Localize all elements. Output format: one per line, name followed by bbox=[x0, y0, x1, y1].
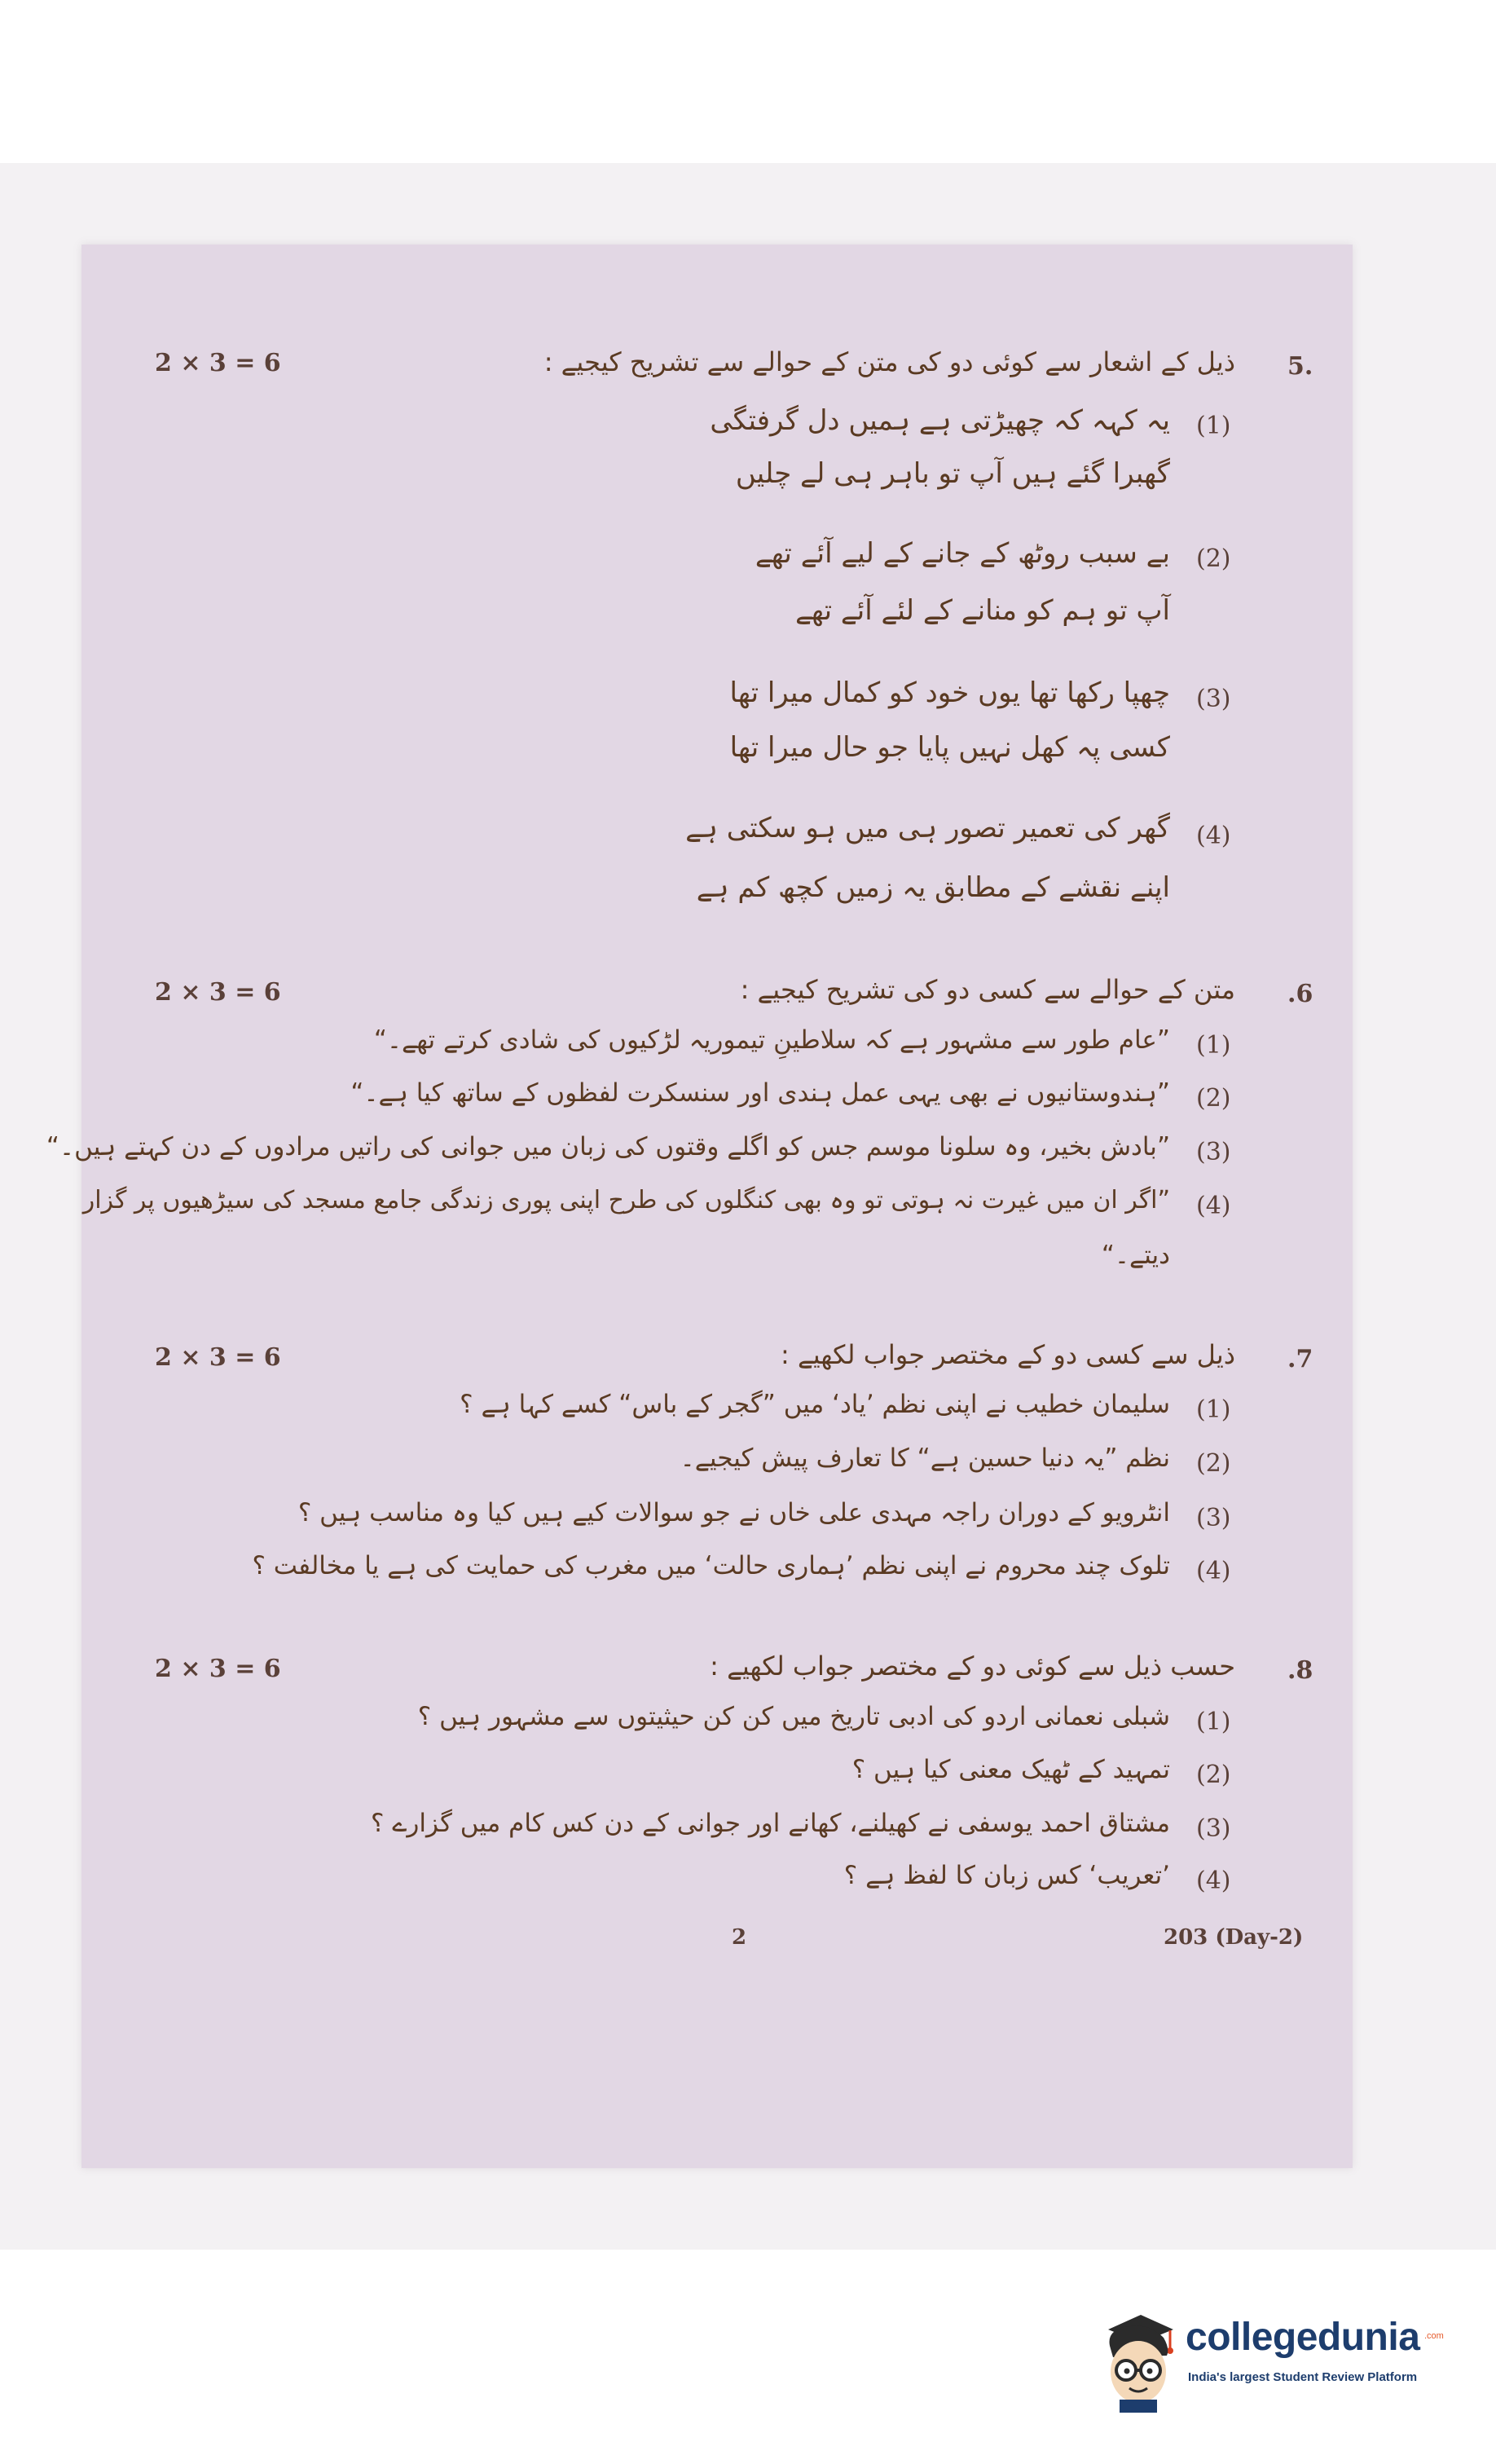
q8-item-2-number: (2) bbox=[1196, 1761, 1231, 1789]
q6-item-1-number: (1) bbox=[1196, 1031, 1231, 1060]
q8-item-1-number: (1) bbox=[1196, 1708, 1231, 1736]
q8-item-4-text: ’تعریب‘ کس زبان کا لفظ ہے ؟ bbox=[843, 1861, 1170, 1890]
q7-item-2-text: نظم ”یہ دنیا حسین ہے“ کا تعارف پیش کیجیے۔ bbox=[680, 1444, 1170, 1473]
q8-marks: 2 × 3 = 6 bbox=[155, 1655, 281, 1683]
q5-item-3-number: (3) bbox=[1196, 685, 1231, 713]
q8-item-1-text: شبلی نعمانی اردو کی ادبی تاریخ میں کن کن حیثیتوں سے مشہور ہیں ؟ bbox=[417, 1702, 1170, 1731]
q5-item-4-line-2: اپنے نقشے کے مطابق یہ زمیں کچھ کم ہے bbox=[696, 871, 1170, 904]
q7-item-1-text: سلیمان خطیب نے اپنی نظم ’یاد‘ میں ”گجر کے باس“ کسے کہا ہے ؟ bbox=[460, 1390, 1170, 1419]
q8-heading: حسب ذیل سے کوئی دو کے مختصر جواب لکھیے : bbox=[710, 1651, 1235, 1682]
student-mascot-icon bbox=[1092, 2307, 1181, 2413]
q6-item-4-continuation: دیتے۔“ bbox=[1101, 1241, 1170, 1270]
q6-item-3-text: ”بادش بخیر، وہ سلونا موسم جس کو اگلے وقتوں کی زبان میں جوانی کی راتیں مرادوں کے دن کہتے ہیں۔“ bbox=[46, 1132, 1170, 1161]
q6-number: .6 bbox=[1287, 980, 1313, 1008]
q7-item-1-number: (1) bbox=[1196, 1395, 1231, 1424]
q5-item-4-number: (4) bbox=[1196, 822, 1231, 850]
paper-code: 203 (Day-2) bbox=[1164, 1925, 1304, 1950]
q7-item-2-number: (2) bbox=[1196, 1449, 1231, 1478]
q5-heading: ذیل کے اشعار سے کوئی دو کی متن کے حوالے سے تشریح کیجیے : bbox=[543, 346, 1235, 377]
q5-marks: 2 × 3 = 6 bbox=[155, 349, 281, 377]
q7-item-3-number: (3) bbox=[1196, 1504, 1231, 1532]
q6-item-3-number: (3) bbox=[1196, 1138, 1231, 1166]
q5-item-3-line-1: چھپا رکھا تھا یوں خود کو کمال میرا تھا bbox=[729, 677, 1170, 709]
q6-item-4-text: ”اگر ان میں غیرت نہ ہوتی تو وہ بھی کنگلوں کی طرح اپنی پوری زندگی جامع مسجد کی سیڑھیوں پر گزار bbox=[82, 1186, 1170, 1214]
q5-item-1-number: (1) bbox=[1196, 412, 1231, 440]
collegedunia-logo[interactable] bbox=[1092, 2307, 1442, 2413]
q5-item-3-line-2: کسی پہ کھل نہیں پایا جو حال میرا تھا bbox=[729, 731, 1170, 764]
page-number: 2 bbox=[732, 1925, 747, 1950]
q6-item-2-text: ”ہندوستانیوں نے بھی یہی عمل ہندی اور سنسکرت لفظوں کے ساتھ کیا ہے۔“ bbox=[350, 1078, 1170, 1108]
q5-number: 5. bbox=[1287, 352, 1313, 381]
logo-tagline: India's largest Student Review Platform bbox=[1188, 2370, 1418, 2384]
q8-item-3-number: (3) bbox=[1196, 1814, 1231, 1843]
q5-item-2-line-1: بے سبب روٹھ کے جانے کے لیے آئے تھے bbox=[755, 537, 1170, 570]
q6-item-2-number: (2) bbox=[1196, 1084, 1231, 1113]
q7-item-4-text: تلوک چند محروم نے اپنی نظم ’ہماری حالت‘ میں مغرب کی حمایت کی ہے یا مخالفت ؟ bbox=[252, 1551, 1170, 1580]
q7-heading: ذیل سے کسی دو کے مختصر جواب لکھیے : bbox=[780, 1339, 1235, 1370]
q8-item-4-number: (4) bbox=[1196, 1867, 1231, 1895]
q8-item-3-text: مشتاق احمد یوسفی نے کھیلنے، کھانے اور جوانی کے دن کس کام میں گزارے ؟ bbox=[370, 1809, 1170, 1838]
q7-number: .7 bbox=[1287, 1345, 1313, 1373]
q8-item-2-text: تمہید کے ٹھیک معنی کیا ہیں ؟ bbox=[851, 1755, 1170, 1784]
q7-item-4-number: (4) bbox=[1196, 1557, 1231, 1585]
q8-number: .8 bbox=[1287, 1656, 1313, 1685]
q5-item-2-number: (2) bbox=[1196, 544, 1231, 573]
q7-item-3-text: انٹرویو کے دوران راجہ مہدی علی خاں نے جو سوالات کیے ہیں کیا وہ مناسب ہیں ؟ bbox=[297, 1498, 1170, 1527]
logo-wordmark: collegedunia bbox=[1186, 2316, 1420, 2359]
q5-item-1-line-1: یہ کہہ کہ چھیڑتی ہے ہمیں دل گرفتگی bbox=[710, 404, 1170, 437]
q6-heading: متن کے حوالے سے کسی دو کی تشریح کیجیے : bbox=[740, 974, 1235, 1005]
q5-item-4-line-1: گھر کی تعمیر تصور ہی میں ہو سکتی ہے bbox=[685, 812, 1170, 844]
q5-item-1-line-2: گھبرا گئے ہیں آپ تو باہر ہی لے چلیں bbox=[735, 457, 1170, 490]
q6-marks: 2 × 3 = 6 bbox=[155, 978, 281, 1007]
q6-item-1-text: ”عام طور سے مشہور ہے کہ سلاطینِ تیموریہ لڑکیوں کی شادی کرتے تھے۔“ bbox=[373, 1025, 1170, 1055]
q6-item-4-number: (4) bbox=[1196, 1192, 1231, 1220]
q7-marks: 2 × 3 = 6 bbox=[155, 1343, 281, 1372]
logo-domain-suffix: .com bbox=[1424, 2331, 1444, 2341]
q5-item-2-line-2: آپ تو ہم کو منانے کے لئے آئے تھے bbox=[795, 594, 1170, 627]
